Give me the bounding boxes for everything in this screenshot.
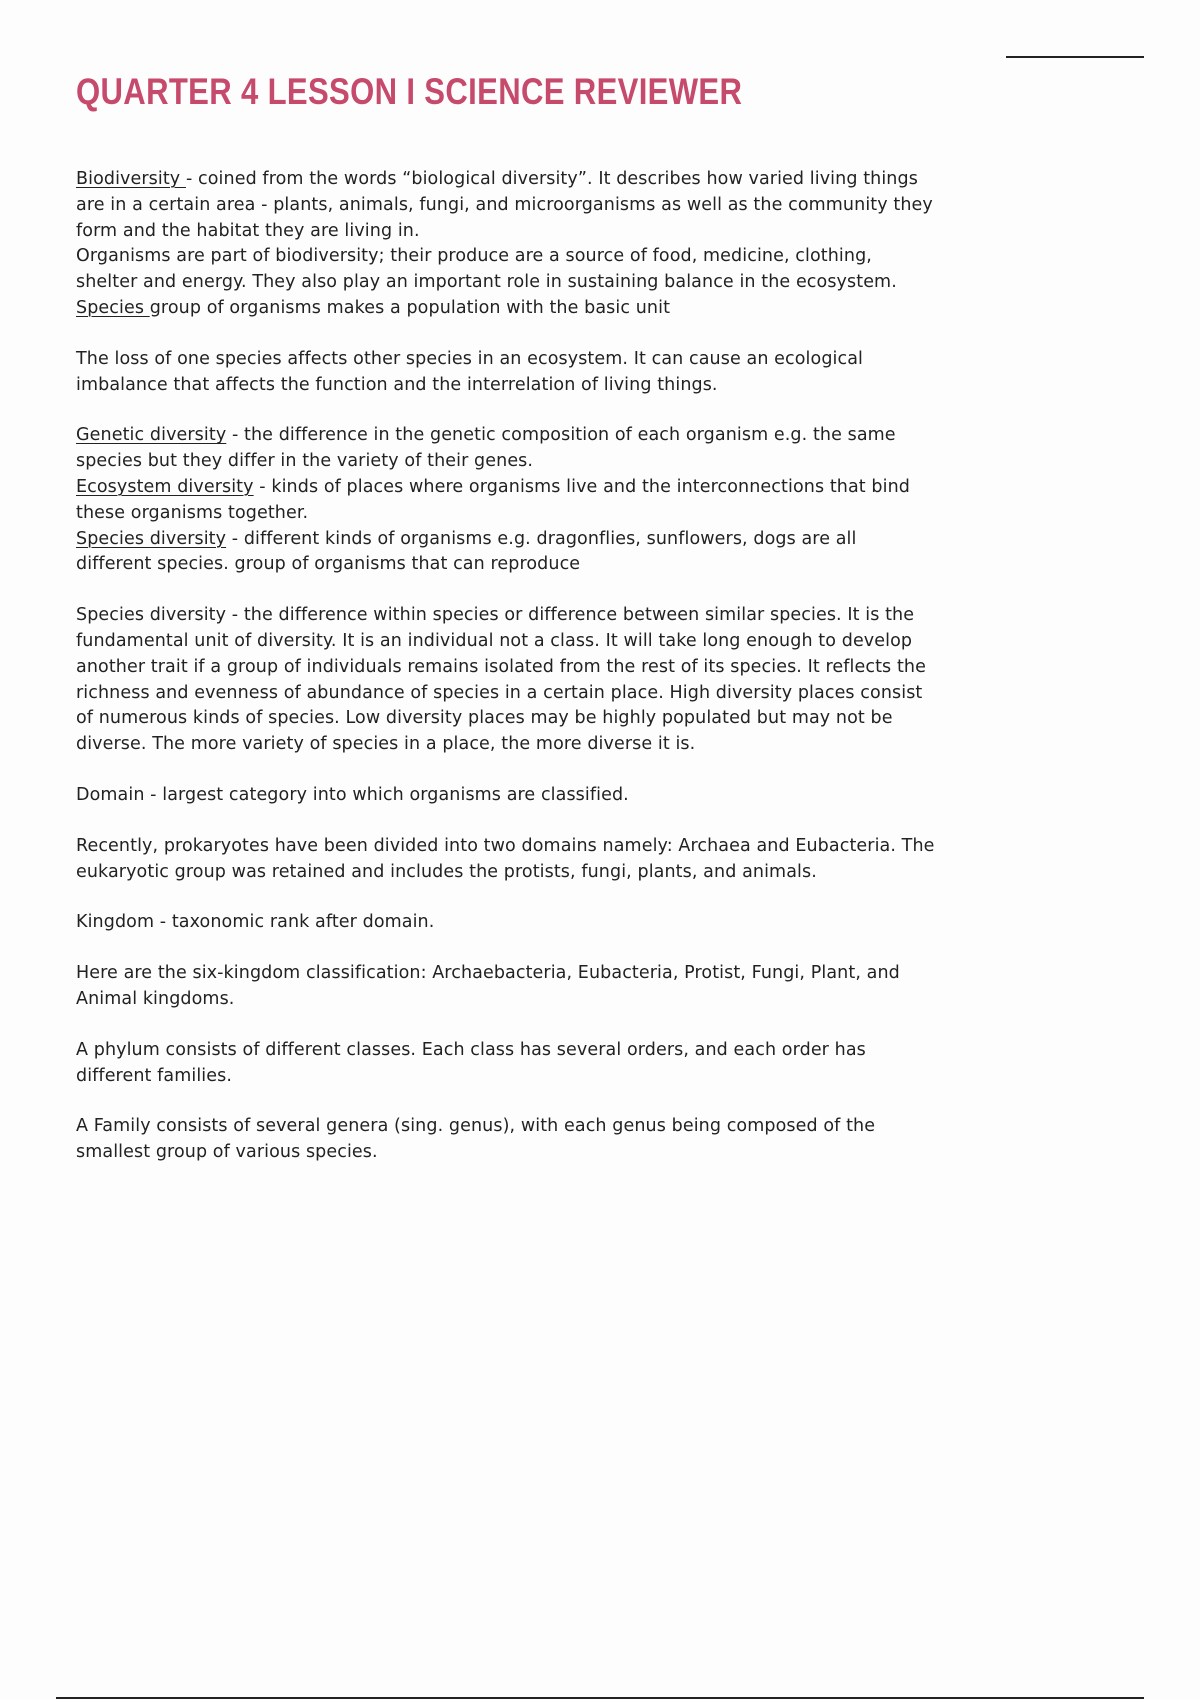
- paragraph-genetic-diversity: [76, 423, 936, 475]
- paragraph-family: A Family consists of several genera (sing. genus), with each genus being composed of the smallest group of various species.: [76, 1116, 876, 1163]
- paragraph-organisms: Organisms are part of biodiversity; their produce are a source of food, medicine, clothing, shelter and energy. They also play an important role in sustaining balance in the ecosystem.: [76, 246, 897, 293]
- definition-ecosystem-diversity: - kinds of places where organisms live and the interconnections that bind these organisms together.: [76, 476, 910, 523]
- page-title: QUARTER 4 LESSON I SCIENCE REVIEWER: [76, 71, 743, 112]
- term-species: Species: [76, 297, 150, 318]
- term-biodiversity: Biodiversity: [76, 169, 186, 189]
- paragraph-kingdom: Kingdom - taxonomic rank after domain.: [76, 912, 435, 933]
- paragraph-domain: Domain - largest category into which organisms are classified.: [76, 784, 629, 805]
- paragraph-phylum: A phylum consists of different classes. Each class has several orders, and each order has different families.: [76, 1039, 866, 1086]
- term-genetic-diversity: Genetic diversity: [76, 425, 227, 446]
- paragraph-species-loss: The loss of one species affects other species in an ecosystem. It can cause an ecological imbalance that affects the function and the interrelation of living things.: [76, 348, 864, 395]
- term-species-diversity: Species diversity: [76, 528, 227, 549]
- definition-species-diversity: - different kinds of organisms e.g. dragonflies, sunflowers, dogs are all different species. group of organisms that can reproduce: [76, 528, 857, 575]
- document-body: [76, 167, 936, 1166]
- paragraph-six-kingdoms: Here are the six-kingdom classification: Archaebacteria, Eubacteria, Protist, Fungi, Plant, and Animal kingdoms.: [76, 963, 900, 1009]
- paragraph-ecosystem-diversity: [76, 475, 936, 527]
- term-ecosystem-diversity: Ecosystem diversity: [76, 476, 254, 497]
- footer-rule: [56, 1697, 1144, 1699]
- paragraph-biodiversity: [76, 167, 936, 244]
- paragraph-species-diversity-detail: Species diversity - the difference within species or difference between similar species. It is the fundamental unit of diversity. It is an individual not a class. It will take long enough to develop another trait if a group of individuals remains isolated from the rest of its species. It reflects the richness and evenness of abundance of species in a certain place. High diversity places consist of numerous kinds of species. Low diversity places may be highly populated but may not be diverse. The more variety of species in a place, the more diverse it is.: [76, 605, 926, 755]
- paragraph-species: [76, 296, 936, 322]
- definition-genetic-diversity: - the difference in the genetic composition of each organism e.g. the same species but they differ in the variety of their genes.: [76, 425, 896, 472]
- paragraph-species-diversity: [76, 527, 936, 579]
- definition-species: group of organisms makes a population with the basic unit: [149, 297, 671, 318]
- definition-biodiversity: - coined from the words “biological diversity”. It describes how varied living things are in a certain area - plants, animals, fungi, and microorganisms as well as the community they form and the habitat they are living in.: [76, 169, 933, 241]
- paragraph-prokaryotes: Recently, prokaryotes have been divided into two domains namely: Archaea and Eubacteria. The eukaryotic group was retained and includes the protists, fungi, plants, and animals.: [76, 835, 935, 882]
- header-rule: [1006, 56, 1144, 58]
